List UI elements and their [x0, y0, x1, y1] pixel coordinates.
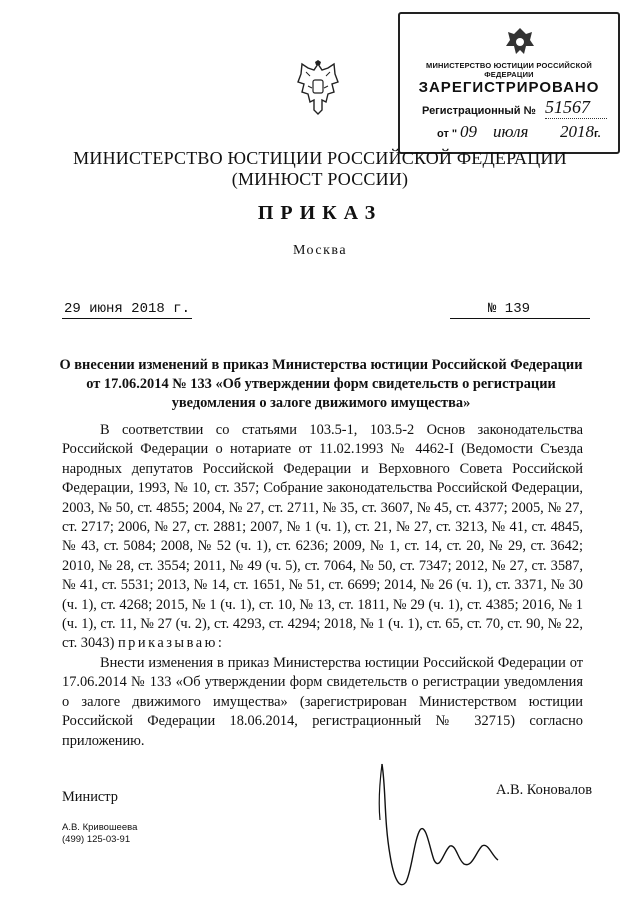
number-underline: [450, 318, 590, 319]
executor-name: А.В. Кривошеева: [62, 822, 138, 833]
date-underline: [62, 318, 192, 319]
order-number: № 139: [488, 301, 531, 317]
minister-name: А.В. Коновалов: [496, 782, 593, 798]
preamble-text: В соответствии со статьями 103.5-1, 103.5-2 Основ законодательства Российской Федерации о нотариате от 11.02.1993 № 4462-I (Ведомости Съезда народных депутатов Российской Федерации и Верховного Совета Российской Федерации, 1993, № 10, ст. 357; Собрание законодательства Российской Федерации, 2003, № 50, ст. 4855; 2004, № 27, ст. 2711, № 35, ст. 3607, № 45, ст. 4377; 2005, № 27, ст. 2717; 2006, № 27, ст. 2881; 2007, № 1 (ч. 1), ст. 21, № 27, ст. 3213, № 41, ст. 4845, № 43, ст. 5084; 2008, № 52 (ч. 1), ст. 6236; 2009, № 1, ст. 14, ст. 20, № 29, ст. 3642; 2010, № 28, ст. 3554; 2011, № 49 (ч. 5), ст. 7064, № 50, ст. 7347; 2012, № 27, ст. 3587, № 41, ст. 5531; 2013, № 14, ст. 1651, № 51, ст. 6699; 2014, № 26 (ч. 1), ст. 3371, № 30 (ч. 1), ст. 4268; 2015, № 1 (ч. 1), ст. 10, № 13, ст. 1811, № 29 (ч. 1), ст. 4385; 2016, № 1 (ч. 1), ст. 11, № 27 (ч. 2), ст. 4293, ст. 4294; 2018, № 1 (ч. 1), ст. 65, ст. 70, ст. 90, № 22, ст. 3043): [62, 422, 583, 652]
operative-paragraph: Внести изменения в приказ Министерства юстиции Российской Федерации от 17.06.2014 № 133 «Об утверждении форм свидетельств о регистрации уведомления о залоге движимого имущества» (зарегистрирован Министерством юстиции Российской Федерации 18.06.2014, регистрационный № 32715) согласно приложению.: [62, 655, 583, 749]
ministry-name: [0, 148, 640, 190]
stamp-date-day: 09: [460, 122, 477, 141]
coat-of-arms-icon: [296, 60, 340, 118]
ministry-line-2: (МИНЮСТ РОССИИ): [231, 169, 409, 189]
stamp-date-suffix: г.: [594, 128, 601, 140]
document-type: ПРИКАЗ: [257, 202, 383, 224]
executor-phone: (499) 125-03-91: [62, 834, 131, 845]
order-subject: О внесении изменений в приказ Министерства юстиции Российской Федерации от 17.06.2014 № 133 «Об утверждении форм свидетельств о регистрации уведомления о залоге движимого имущества»: [59, 357, 583, 411]
stamp-date-prefix: от ": [437, 128, 458, 140]
stamp-emblem-icon: [500, 22, 540, 62]
order-word: приказываю:: [117, 635, 225, 652]
stamp-ministry: МИНИСТЕРСТВО ЮСТИЦИИ РОССИЙСКОЙ ФЕДЕРАЦИИ: [426, 61, 592, 79]
ministry-line-1: МИНИСТЕРСТВО ЮСТИЦИИ РОССИЙСКОЙ ФЕДЕРАЦИИ: [73, 148, 567, 168]
minister-title: Министр: [62, 789, 118, 805]
order-date: 29 июня 2018 г.: [63, 301, 190, 317]
executor-info: [62, 822, 137, 846]
signature-scribble: [360, 760, 520, 900]
stamp-date-year: 2018: [560, 122, 594, 141]
stamp-regno-value: 51567: [545, 97, 607, 119]
stamp-regno-label: Регистрационный №: [422, 105, 536, 117]
preamble-paragraph: [62, 421, 583, 654]
stamp-date-month: июля: [493, 122, 529, 141]
city: Москва: [292, 243, 348, 258]
stamp-registered: ЗАРЕГИСТРИРОВАНО: [418, 79, 600, 96]
